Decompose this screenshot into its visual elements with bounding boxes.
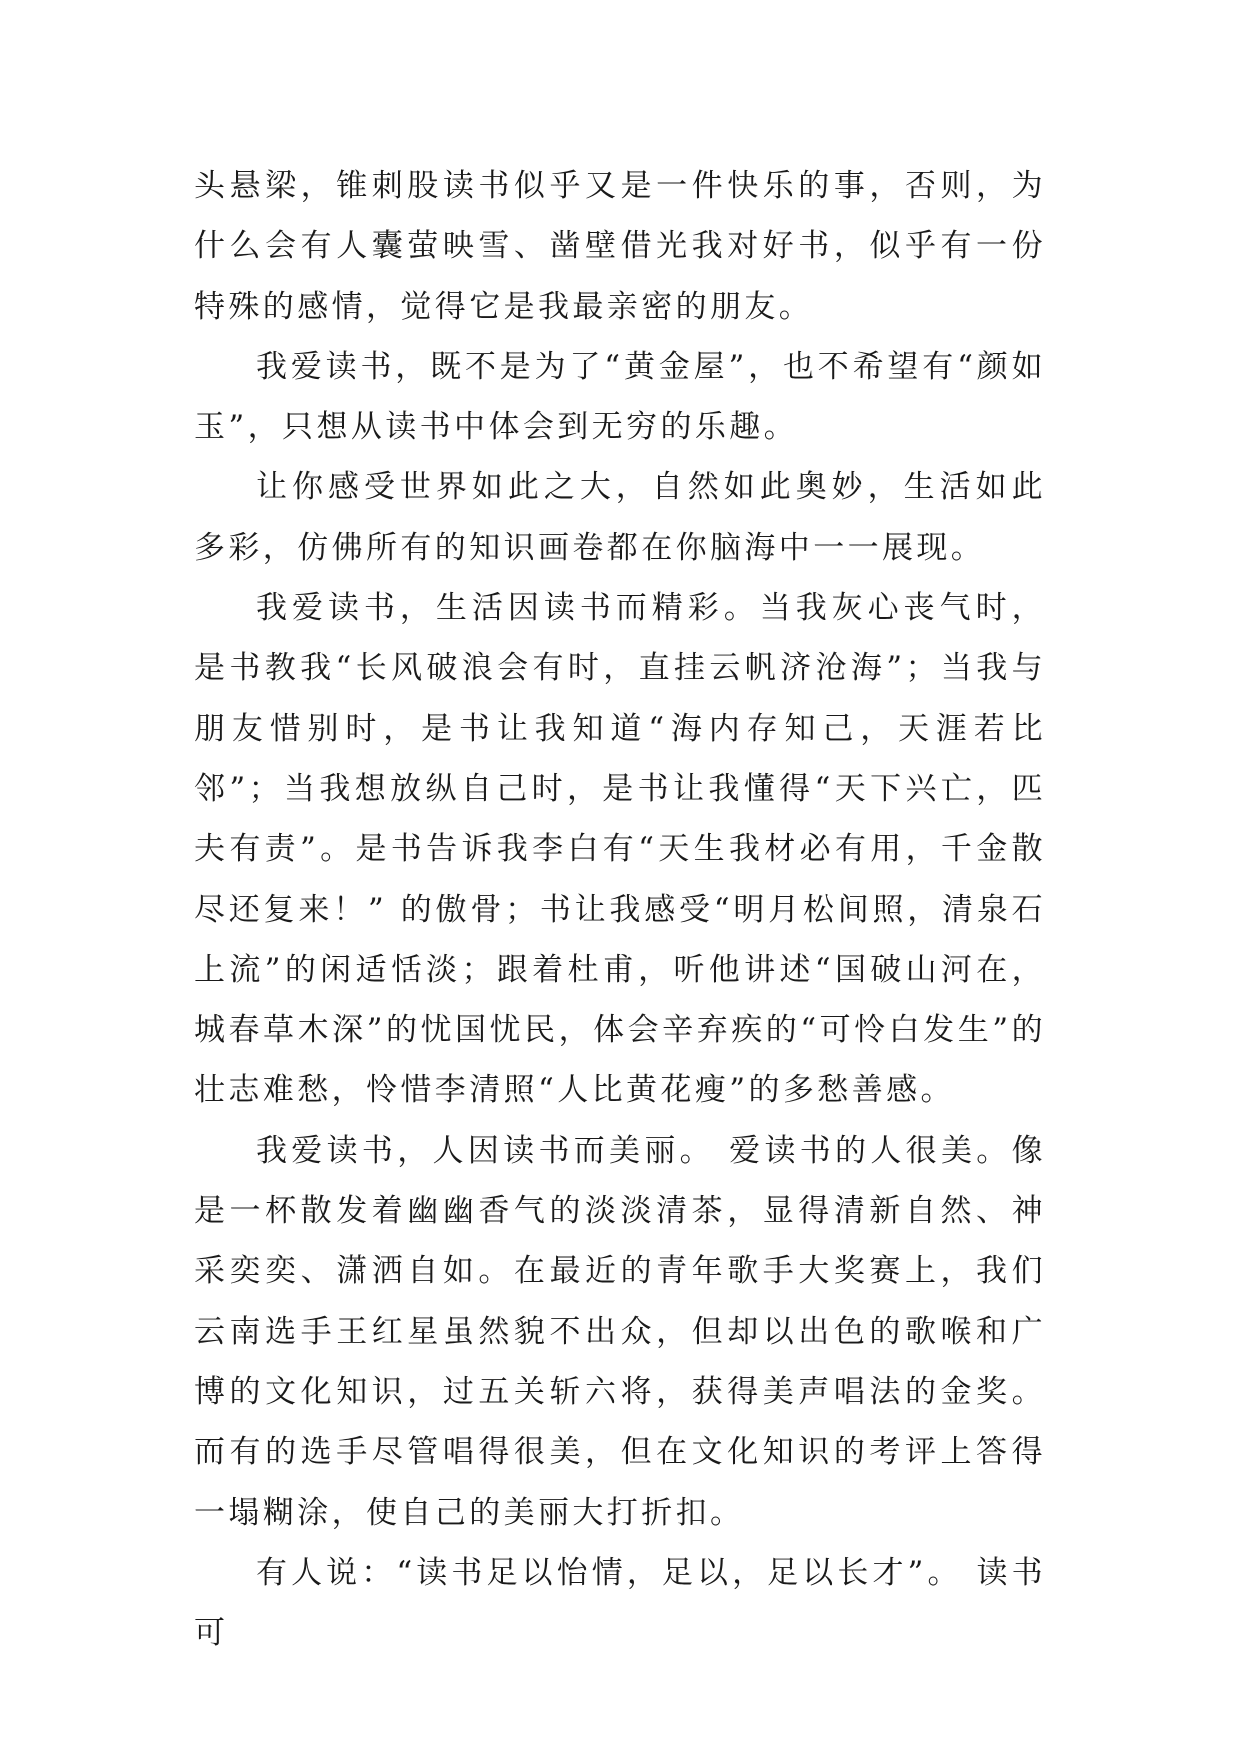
paragraph-love-reading: 我爱读书，既不是为了“黄金屋”，也不希望有“颜如玉”，只想从读书中体会到无穷的乐趣。 [194,348,1046,446]
paragraph-continuation: 头悬梁，锥刺股读书似乎又是一件快乐的事，否则，为什么会有人囊萤映雪、凿壁借光我对好书，似乎有一份特殊的感情，觉得它是我最亲密的朋友。 [194,168,1046,325]
paragraph-people-beautiful: 我爱读书，人因读书而美丽。 爱读书的人很美。像是一杯散发着幽幽香气的淡淡清茶，显得清新自然、神采奕奕、潇洒自如。在最近的青年歌手大奖赛上，我们云南选手王红星虽然貌不出众，但却以出色的歌喉和广博的文化知识，过五关斩六将，获得美声唱法的金奖。而有的选手尽管唱得很美，但在文化知识的考评上答得一塌糊涂，使自己的美丽大打折扣。 [194,1132,1046,1531]
paragraph-life-wonderful: 我爱读书，生活因读书而精彩。当我灰心丧气时，是书教我“长风破浪会有时，直挂云帆济沧海”；当我与朋友惜别时，是书让我知道“海内存知己，天涯若比邻”；当我想放纵自己时，是书让我懂得“天下兴亡，匹夫有责”。是书告诉我李白有“天生我材必有用，千金散尽还复来！” 的傲骨；书让我感受“明月松间照，清泉石上流”的闲适恬淡；跟着杜甫，听他讲述“国破山河在，城春草木深”的忧国忧民，体会辛弃疾的“可怜白发生”的壮志难愁，怜惜李清照“人比黄花瘦”的多愁善感。 [194,590,1046,1109]
paragraph-some-say: 有人说：“读书足以怡情，足以，足以长才”。 读书可 [194,1554,1046,1652]
document-body [194,156,1046,1663]
paragraph-feel-world: 让你感受世界如此之大，自然如此奥妙，生活如此多彩，仿佛所有的知识画卷都在你脑海中一一展现。 [194,469,1046,566]
